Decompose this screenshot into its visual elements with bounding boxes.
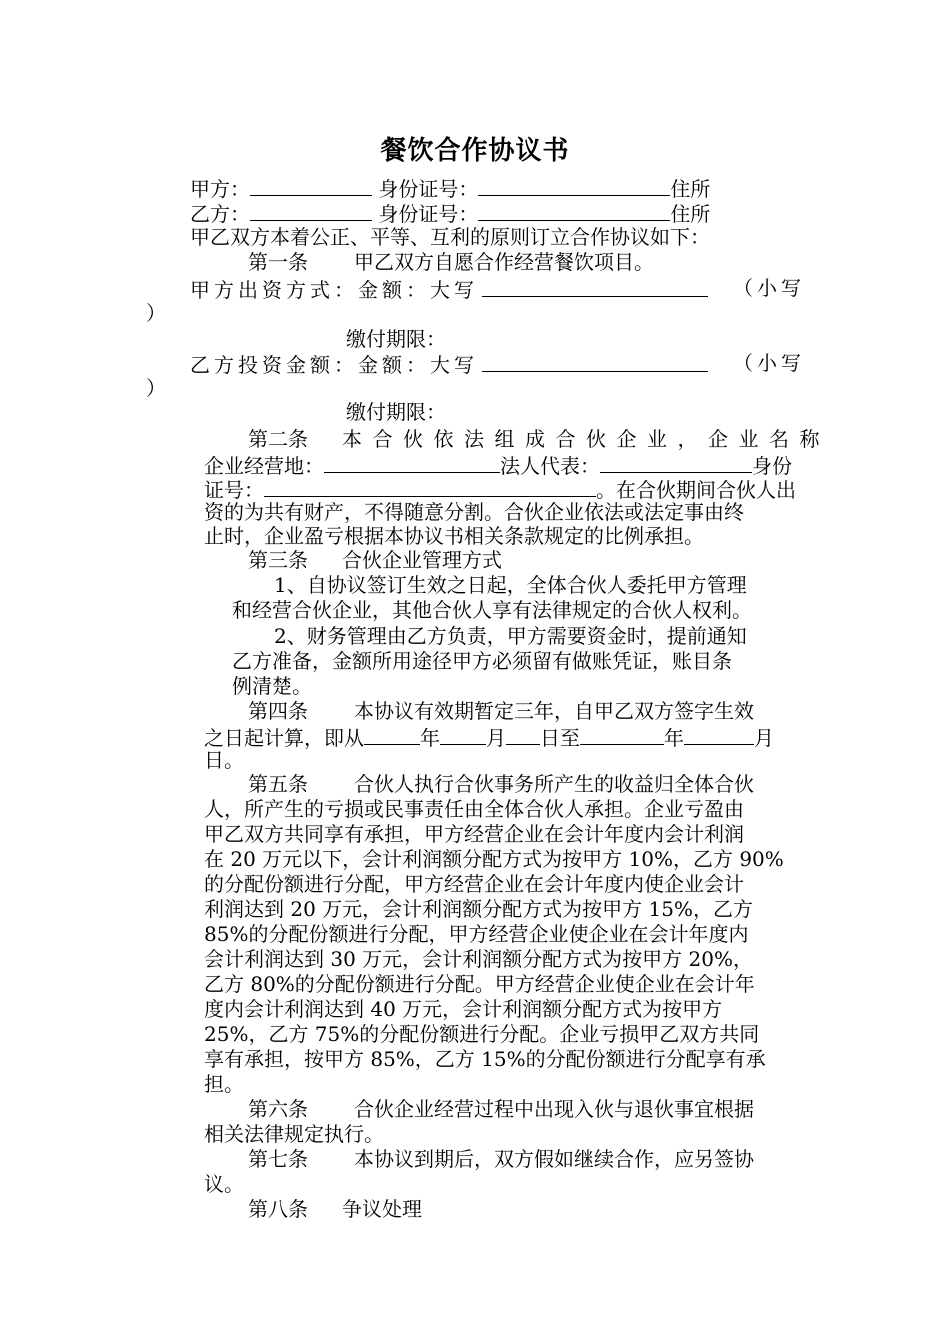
article-4-line-2 [204,724,774,750]
article-4-head: 第四条 [248,699,308,723]
article-4 [248,699,754,723]
article-6-l1: 合伙企业经营过程中出现入伙与退伙事宜根据 [354,1097,754,1121]
article-5-l1: 合伙人执行合伙事务所产生的收益归全体合伙 [354,772,754,796]
invest-b-line [190,351,805,377]
article-5-l12: 享有承担，按甲方 85%，乙方 15%的分配份额进行分配享有承 [204,1047,766,1071]
article-5-l2: 人，所产生的亏损或民事责任由全体合伙人承担。企业亏盈由 [204,797,744,821]
invest-b-close: ） [146,376,166,400]
month-label: 月 [486,726,506,750]
article-2-l3b: 。在合伙期间合伙人出 [596,478,796,502]
article-6 [248,1097,754,1121]
legal-rep-blank [600,452,752,473]
invest-b-small: （小写 [733,351,805,375]
article-5-l11: 25%，乙方 75%的分配份额进行分配。企业亏损甲乙双方共同 [204,1022,760,1046]
invest-a-deadline: 缴付期限： [346,327,446,351]
article-3-p1a: 1、自协议签订生效之日起，全体合伙人委托甲方管理 [274,573,747,597]
article-8 [248,1197,422,1221]
year-label: 年 [420,726,440,750]
article-3-head: 第三条 [248,548,308,572]
article-2-l1: 本合伙依法组成合伙企业，企业名称 [342,427,830,451]
article-3-p2b: 乙方准备，金额所用途径甲方必须留有做账凭证，账目条 [232,649,732,673]
article-5 [248,772,754,796]
end-month-blank [684,724,754,745]
party-a-label: 甲方： [190,177,250,201]
term-from-label: 之日起计算，即从 [204,726,364,750]
invest-a-label: 甲方出资方式：金额：大写 [190,278,478,302]
party-a-id-blank [478,175,670,196]
invest-a-line [190,276,805,302]
article-2-line-2 [204,452,792,478]
id-label-part: 身份 [752,454,792,478]
article-6-head: 第六条 [248,1097,308,1121]
party-b-name-blank [250,200,372,221]
article-3-p2c: 例清楚。 [232,674,312,698]
article-7 [248,1147,754,1171]
legal-rep-label: 法人代表： [500,454,600,478]
article-5-l6: 利润达到 20 万元，会计利润额分配方式为按甲方 15%，乙方 [204,897,753,921]
invest-b-amount-blank [482,351,708,372]
start-year-blank [364,724,420,745]
article-5-head: 第五条 [248,772,308,796]
article-5-l9: 乙方 80%的分配份额进行分配。甲方经营企业使企业在会计年 [204,972,755,996]
article-6-l2: 相关法律规定执行。 [204,1122,384,1146]
invest-a-amount-blank [482,276,708,297]
legal-rep-id-blank [264,476,596,497]
party-a-line [190,175,710,201]
party-b-label: 乙方： [190,202,250,226]
article-2-line-5: 止时，企业盈亏根据本协议书相关条款规定的比例承担。 [204,524,704,548]
article-3 [248,548,502,572]
article-8-text: 争议处理 [342,1197,422,1221]
article-5-l8: 会计利润达到 30 万元，会计利润额分配方式为按甲方 20%， [204,947,753,971]
article-5-l7: 85%的分配份额进行分配，甲方经营企业使企业在会计年度内 [204,922,749,946]
article-2-head: 第二条 [248,427,308,451]
article-4-line-3: 日。 [204,748,244,772]
article-1-head: 第一条 [248,250,308,274]
party-b-line [190,200,710,226]
article-1 [248,250,654,274]
article-5-l4: 在 20 万元以下，会计利润额分配方式为按甲方 10%，乙方 90% [204,847,784,871]
invest-a-close: ） [146,301,166,325]
article-3-p1b: 和经营合伙企业，其他合伙人享有法律规定的合伙人权利。 [232,598,752,622]
invest-b-label: 乙方投资金额：金额：大写 [190,353,478,377]
start-day-blank [506,724,540,745]
article-7-head: 第七条 [248,1147,308,1171]
article-5-l3: 甲乙双方共同享有承担，甲方经营企业在会计年度内会计利润 [204,822,744,846]
article-7-l1: 本协议到期后，双方假如继续合作，应另签协 [354,1147,754,1171]
enterprise-address-label: 企业经营地： [204,454,324,478]
intro-text: 甲乙双方本着公正、平等、互利的原则订立合作协议如下： [190,225,710,249]
article-1-text: 甲乙双方自愿合作经营餐饮项目。 [354,250,654,274]
party-b-id-blank [478,200,670,221]
invest-b-deadline: 缴付期限： [346,400,446,424]
enterprise-address-blank [324,452,500,473]
article-5-l13: 担。 [204,1072,244,1096]
article-2-line-1 [248,427,830,451]
article-7-l2: 议。 [204,1172,244,1196]
article-3-p2a: 2、财务管理由乙方负责，甲方需要资金时，提前通知 [274,624,747,648]
article-3-text: 合伙企业管理方式 [342,548,502,572]
end-year-blank [580,724,664,745]
party-a-addr-label: 住所 [670,177,711,201]
article-8-head: 第八条 [248,1197,308,1221]
month2-label: 月 [754,726,774,750]
party-b-id-label: 身份证号： [378,202,479,226]
id-label-part2: 证号： [204,478,264,502]
year2-label: 年 [664,726,684,750]
day-to-label: 日至 [540,726,580,750]
invest-a-small: （小写 [733,276,805,300]
article-4-l1: 本协议有效期暂定三年，自甲乙双方签字生效 [354,699,754,723]
party-a-name-blank [250,175,372,196]
article-2-line-4: 资的为共有财产，不得随意分割。合伙企业依法或法定事由终 [204,500,744,524]
article-5-l5: 的分配份额进行分配，甲方经营企业在会计年度内使企业会计 [204,872,744,896]
party-a-id-label: 身份证号： [378,177,479,201]
start-month-blank [440,724,486,745]
article-2-line-3 [204,476,796,502]
document-title: 餐饮合作协议书 [380,136,570,166]
party-b-addr-label: 住所 [670,202,711,226]
article-5-l10: 度内会计利润达到 40 万元，会计利润额分配方式为按甲方 [204,997,723,1021]
